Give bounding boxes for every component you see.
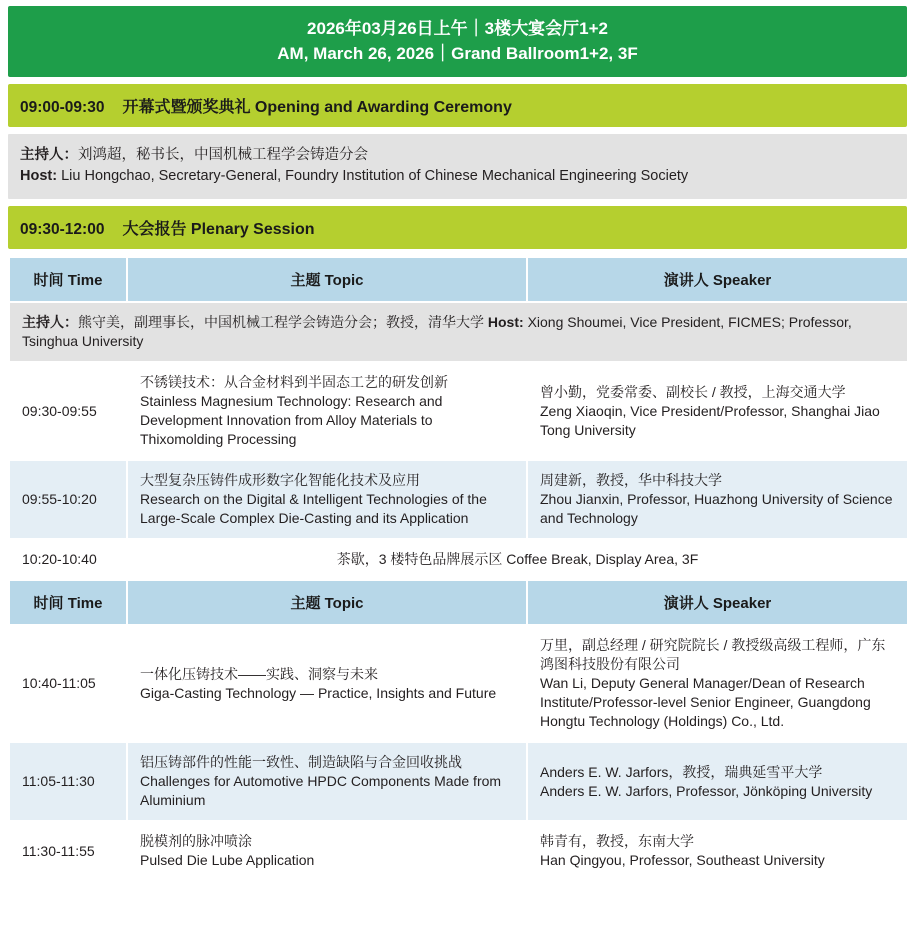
plenary-host-label-zh: 主持人： (22, 314, 78, 330)
opening-host-row-zh (20, 145, 895, 166)
row-time: 11:05-11:30 (9, 742, 127, 821)
plenary-session-header (8, 206, 907, 249)
row-topic-zh: 一体化压铸技术——实践、洞察与未来 (140, 665, 378, 682)
opening-ceremony-title-zh: 开幕式暨颁奖典礼 (122, 99, 251, 116)
table-row (9, 362, 908, 460)
plenary-schedule-table (8, 256, 909, 882)
row-speaker-en: Han Qingyou, Professor, Southeast University (540, 852, 825, 868)
row-speaker-zh: 万里，副总经理 / 研究院院长 / 教授级高级工程师，广东鸿图科技股份有限公司 (540, 637, 886, 672)
row-topic-en: Stainless Magnesium Technology: Research and Development Innovation from Alloy Materials to Thixomolding Processing (140, 393, 443, 447)
column-header-speaker-2: 演讲人 Speaker (527, 580, 908, 625)
table-row (9, 821, 908, 881)
column-header-time: 时间 Time (9, 257, 127, 302)
plenary-host-row-zh (22, 314, 488, 330)
row-speaker (527, 362, 908, 460)
coffee-break-row (9, 539, 908, 580)
plenary-session-title-zh: 大会报告 (122, 221, 187, 238)
plenary-host-value-en: Xiong Shoumei, Vice President, FICMES; Professor, Tsinghua University (22, 314, 852, 349)
column-header-topic-2: 主题 Topic (127, 580, 527, 625)
row-time: 11:30-11:55 (9, 821, 127, 881)
row-topic-en: Challenges for Automotive HPDC Components Made from Aluminium (140, 773, 502, 808)
opening-host-value-en: Liu Hongchao, Secretary-General, Foundry Institution of Chinese Mechanical Engineering Society (61, 168, 689, 184)
plenary-host-cell (9, 302, 908, 362)
row-topic-en: Research on the Digital & Intelligent Technologies of the Large-Scale Complex Die-Casting and its Application (140, 491, 487, 526)
row-speaker-en: Zhou Jianxin, Professor, Huazhong University of Science and Technology (540, 491, 893, 526)
row-speaker-en: Zeng Xiaoqin, Vice President/Professor, Shanghai Jiao Tong University (540, 402, 880, 438)
row-speaker-zh: 韩青有，教授，东南大学 (540, 833, 694, 849)
plenary-session-title-en: Plenary Session (190, 221, 315, 238)
row-topic (127, 821, 527, 881)
row-speaker (527, 742, 908, 821)
table-header-row-1 (9, 257, 908, 302)
row-topic-zh: 大型复杂压铸件成形数字化智能化技术及应用 (140, 472, 420, 488)
plenary-session-title (122, 216, 314, 239)
row-topic-en: Pulsed Die Lube Application (140, 852, 315, 868)
row-topic-zh: 脱模剂的脉冲喷涂 (140, 833, 252, 849)
column-header-topic: 主题 Topic (127, 257, 527, 302)
row-speaker (527, 460, 908, 539)
row-topic-en: Giga-Casting Technology — Practice, Insights and Future (140, 684, 497, 701)
table-row (9, 742, 908, 821)
coffee-break-time: 10:20-10:40 (9, 539, 127, 580)
table-row (9, 625, 908, 742)
row-speaker (527, 625, 908, 742)
row-topic (127, 625, 527, 742)
opening-host-row-en (20, 166, 895, 187)
row-topic (127, 362, 527, 460)
coffee-break-text: 茶歇，3 楼特色品牌展示区 Coffee Break, Display Area, 3F (127, 539, 908, 580)
opening-ceremony-title-en: Opening and Awarding Ceremony (254, 99, 512, 116)
opening-host-label-en: Host: (20, 168, 58, 184)
row-topic-zh: 铝压铸部件的性能一致性、制造缺陷与合金回收挑战 (140, 754, 462, 770)
row-topic-zh: 不锈镁技术：从合金材料到半固态工艺的研发创新 (140, 374, 448, 390)
row-speaker-en: Wan Li, Deputy General Manager/Dean of Research Institute/Professor-level Senior Engineer, Guangdong Hongtu Technology (Holdings) Co., Ltd. (540, 675, 871, 729)
row-time: 09:30-09:55 (9, 362, 127, 460)
row-topic (127, 742, 527, 821)
table-header-row-2 (9, 580, 908, 625)
plenary-session-time: 09:30-12:00 (20, 221, 105, 238)
plenary-host-value-zh: 熊守美，副理事长，中国机械工程学会铸造分会；教授，清华大学 (78, 314, 484, 330)
row-speaker (527, 821, 908, 881)
table-row (9, 460, 908, 539)
session-banner (8, 6, 907, 77)
row-speaker-en: Anders E. W. Jarfors, Professor, Jönköping University (540, 782, 873, 799)
row-time: 09:55-10:20 (9, 460, 127, 539)
opening-ceremony-host-block (8, 134, 907, 199)
column-header-speaker: 演讲人 Speaker (527, 257, 908, 302)
plenary-host-label-en: Host: (487, 314, 524, 330)
plenary-host-row (9, 302, 908, 362)
banner-line-en: AM, March 26, 2026｜Grand Ballroom1+2, 3F (277, 44, 638, 63)
column-header-time-2: 时间 Time (9, 580, 127, 625)
row-time: 10:40-11:05 (9, 625, 127, 742)
row-speaker-zh: Anders E. W. Jarfors，教授，瑞典延雪平大学 (540, 763, 823, 780)
opening-host-label-zh: 主持人： (20, 147, 78, 163)
row-topic (127, 460, 527, 539)
row-speaker-zh: 周建新，教授，华中科技大学 (540, 472, 722, 488)
banner-line-zh: 2026年03月26日上午｜3楼大宴会厅1+2 (307, 19, 608, 38)
row-speaker-zh: 曾小勤，党委常委、副校长 / 教授，上海交通大学 (540, 383, 846, 400)
opening-ceremony-time: 09:00-09:30 (20, 99, 105, 116)
opening-host-value-zh: 刘鸿超，秘书长，中国机械工程学会铸造分会 (78, 147, 368, 163)
opening-ceremony-title (122, 94, 511, 117)
opening-ceremony-header (8, 84, 907, 127)
